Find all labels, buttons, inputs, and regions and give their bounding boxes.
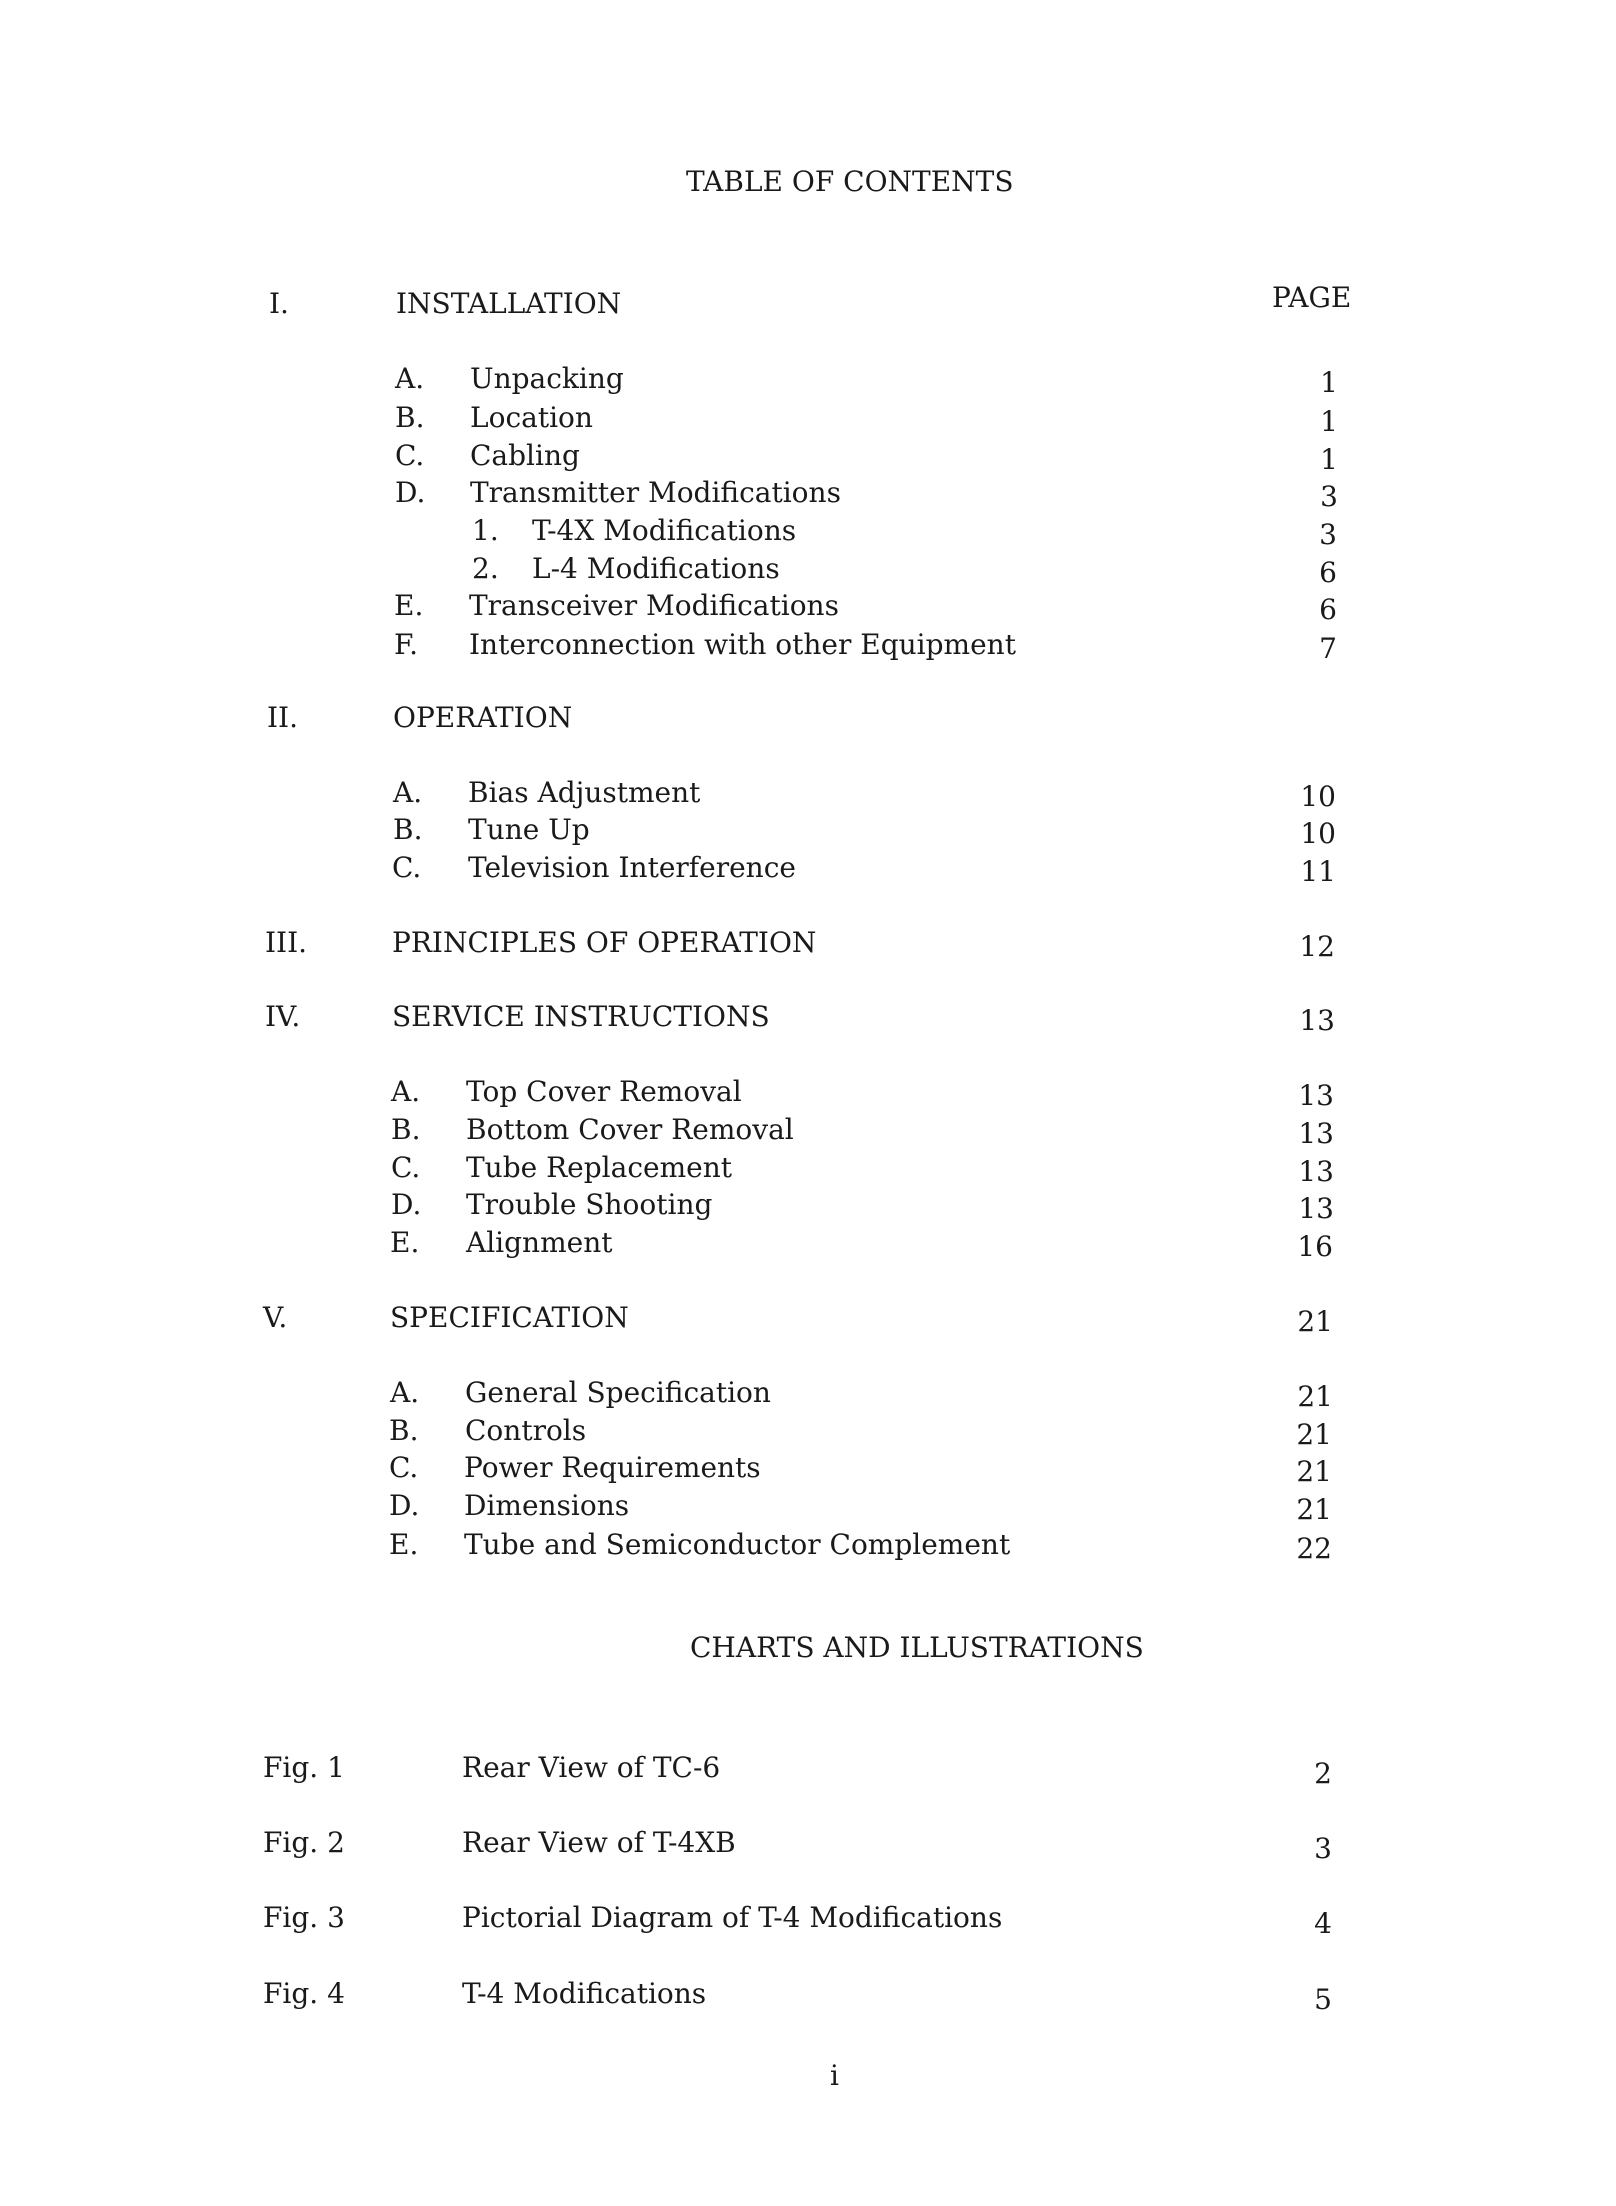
toc-entry-number: A.	[395, 362, 425, 395]
toc-entry-number: B.	[389, 1414, 419, 1447]
toc-entry-number: III.	[265, 926, 308, 959]
figure-label: T-4 Modifications	[462, 1977, 707, 2010]
toc-entry-page: 13	[1298, 1079, 1334, 1112]
toc-entry-number: IV.	[265, 1000, 301, 1033]
toc-entry-number: E.	[390, 1226, 420, 1259]
toc-entry-page: 1	[1320, 366, 1338, 399]
toc-entry-label: Cabling	[470, 439, 580, 472]
toc-entry-label: Unpacking	[470, 362, 624, 395]
toc-entry-label: Transmitter Modifications	[470, 476, 841, 509]
toc-entry-label: Television Interference	[468, 851, 796, 884]
toc-entry-number: A.	[393, 776, 423, 809]
toc-entry-label: SPECIFICATION	[390, 1301, 629, 1334]
toc-entry-page: 22	[1296, 1532, 1332, 1565]
toc-entry-number: D.	[395, 476, 426, 509]
figure-number: Fig. 3	[263, 1901, 345, 1934]
toc-entry-page: 12	[1299, 930, 1335, 963]
toc-entry-page: 6	[1319, 556, 1337, 589]
toc-entry-label: Tube and Semiconductor Complement	[464, 1528, 1011, 1561]
toc-entry-number: B.	[393, 813, 423, 846]
page-number: i	[830, 2059, 839, 2092]
toc-entry-label: Trouble Shooting	[466, 1188, 713, 1221]
toc-entry-number: I.	[269, 287, 289, 320]
toc-entry-page: 7	[1319, 632, 1337, 665]
toc-entry-label: Dimensions	[464, 1489, 630, 1522]
toc-entry-number: B.	[391, 1113, 421, 1146]
toc-entry-label: Bias Adjustment	[468, 776, 701, 809]
page-column-header: PAGE	[1272, 281, 1352, 314]
toc-entry-page: 11	[1300, 855, 1336, 888]
figure-label: Pictorial Diagram of T-4 Modifications	[462, 1901, 1003, 1934]
toc-entry-label: Bottom Cover Removal	[466, 1113, 794, 1146]
toc-entry-label: General Specification	[465, 1376, 771, 1409]
toc-entry-label: SERVICE INSTRUCTIONS	[392, 1000, 770, 1033]
figure-number: Fig. 2	[263, 1826, 345, 1859]
toc-entry-label: T-4X Modifications	[532, 514, 797, 547]
toc-entry-number: E.	[394, 589, 424, 622]
toc-entry-page: 10	[1300, 817, 1336, 850]
toc-entry-label: L-4 Modifications	[532, 552, 780, 585]
figure-number: Fig. 1	[263, 1751, 345, 1784]
toc-entry-number: B.	[395, 401, 425, 434]
toc-entry-label: Top Cover Removal	[466, 1075, 742, 1108]
toc-entry-number: F.	[394, 628, 418, 661]
toc-entry-label: OPERATION	[393, 701, 573, 734]
toc-entry-label: Tube Replacement	[466, 1151, 732, 1184]
charts-title: CHARTS AND ILLUSTRATIONS	[690, 1631, 1144, 1664]
toc-entry-label: Location	[470, 401, 593, 434]
toc-entry-number: C.	[392, 851, 422, 884]
toc-entry-label: Interconnection with other Equipment	[469, 628, 1016, 661]
toc-entry-page: 13	[1299, 1004, 1335, 1037]
toc-entry-page: 16	[1297, 1230, 1333, 1263]
toc-entry-page: 21	[1296, 1455, 1332, 1488]
figure-page: 3	[1314, 1832, 1332, 1865]
figure-page: 5	[1314, 1983, 1332, 2016]
toc-entry-page: 13	[1298, 1155, 1334, 1188]
toc-entry-page: 13	[1298, 1192, 1334, 1225]
toc-entry-page: 21	[1296, 1418, 1332, 1451]
toc-entry-label: Controls	[465, 1414, 587, 1447]
toc-entry-page: 21	[1297, 1305, 1333, 1338]
toc-entry-page: 13	[1298, 1117, 1334, 1150]
toc-entry-label: Transceiver Modifications	[469, 589, 839, 622]
toc-title: TABLE OF CONTENTS	[686, 165, 1014, 198]
toc-entry-page: 1	[1320, 443, 1338, 476]
toc-entry-label: Tune Up	[468, 813, 590, 846]
figure-page: 4	[1314, 1907, 1332, 1940]
toc-entry-page: 3	[1320, 480, 1338, 513]
toc-entry-number: D.	[389, 1489, 420, 1522]
toc-entry-number: A.	[391, 1075, 421, 1108]
toc-entry-label: PRINCIPLES OF OPERATION	[392, 926, 817, 959]
toc-entry-page: 6	[1319, 593, 1337, 626]
toc-entry-label: Power Requirements	[464, 1451, 761, 1484]
figure-page: 2	[1314, 1757, 1332, 1790]
figure-label: Rear View of T-4XB	[462, 1826, 736, 1859]
toc-entry-number: E.	[389, 1528, 419, 1561]
toc-entry-page: 3	[1319, 518, 1337, 551]
toc-entry-number: 2.	[472, 552, 499, 585]
toc-entry-number: II.	[267, 701, 299, 734]
toc-entry-number: V.	[263, 1301, 288, 1334]
toc-entry-number: 1.	[472, 514, 499, 547]
toc-entry-page: 21	[1296, 1493, 1332, 1526]
figure-number: Fig. 4	[263, 1977, 345, 2010]
toc-entry-page: 10	[1300, 780, 1336, 813]
toc-entry-label: Alignment	[466, 1226, 613, 1259]
toc-entry-number: A.	[390, 1376, 420, 1409]
toc-entry-number: C.	[391, 1151, 421, 1184]
toc-entry-page: 1	[1320, 405, 1338, 438]
toc-entry-page: 21	[1297, 1380, 1333, 1413]
toc-entry-number: C.	[389, 1451, 419, 1484]
figure-label: Rear View of TC-6	[462, 1751, 721, 1784]
toc-entry-number: D.	[391, 1188, 422, 1221]
toc-entry-label: INSTALLATION	[396, 287, 622, 320]
toc-entry-number: C.	[395, 439, 425, 472]
